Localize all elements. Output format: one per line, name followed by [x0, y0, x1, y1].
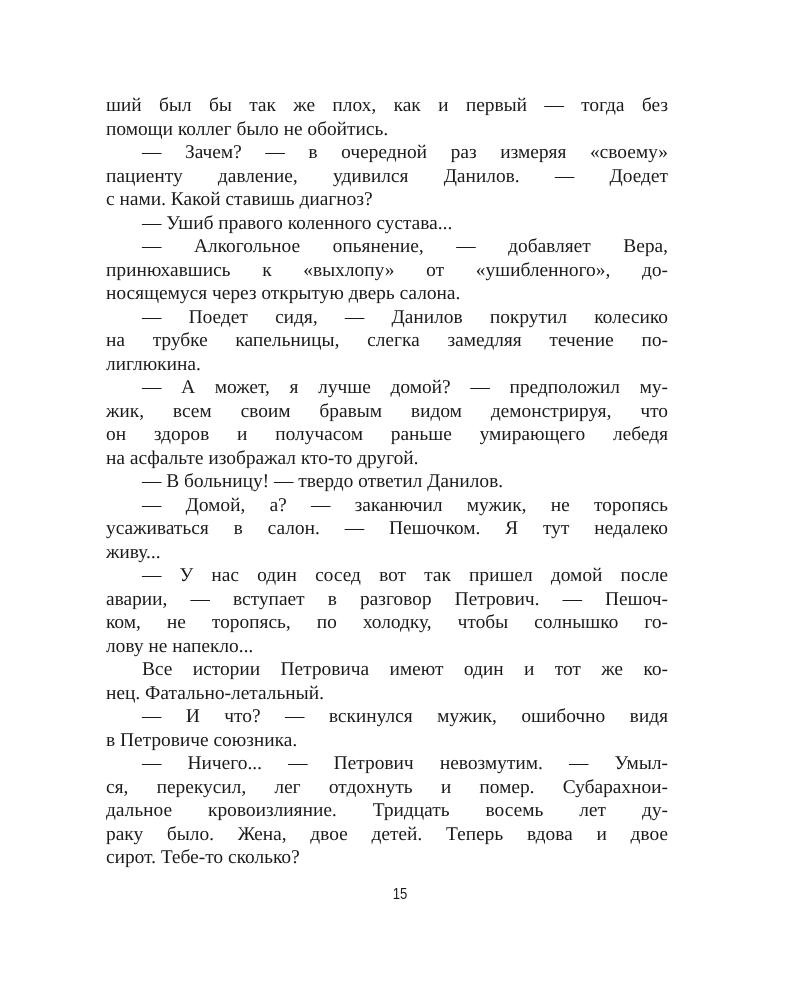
text-line: ся, перекусил, лег отдохнуть и помер. Субарахнои-: [106, 776, 668, 798]
text-line: он здоров и получасом раньше умирающего лебедя: [106, 424, 668, 445]
text-line: — Алкогольное опьянение, — добавляет Вера,: [142, 236, 668, 257]
text-line: — Домой, а? — заканючил мужик, не торопясь: [142, 494, 668, 516]
text-line: раку было. Жена, двое детей. Теперь вдова и двое: [106, 823, 668, 845]
text-line: ший был бы так же плох, как и первый — тогда без: [106, 95, 668, 116]
text-line: носящемуся через открытую дверь салона.: [106, 283, 461, 304]
text-line: с нами. Какой ставишь диагноз?: [106, 189, 373, 210]
text-line: нец. Фатально-летальный.: [106, 682, 324, 704]
text-line: ком, не торопясь, по холодку, чтобы солнышко го-: [106, 612, 668, 633]
text-line: усаживаться в салон. — Пешочком. Я тут недалеко: [106, 518, 668, 539]
page-number: 15: [392, 886, 408, 903]
text-line: на асфальте изображал кто-то другой.: [106, 447, 419, 469]
text-line: аварии, — вступает в разговор Петрович. — Пешоч-: [106, 588, 668, 610]
text-line: — И что? — вскинулся мужик, ошибочно видя: [142, 706, 668, 727]
text-line: в Петровиче союзника.: [106, 729, 298, 751]
text-line: лову не напекло...: [106, 635, 254, 657]
text-line: на трубке капельницы, слегка замедляя течение по-: [106, 330, 668, 351]
text-line: — У нас один сосед вот так пришел домой после: [142, 565, 668, 586]
text-line: — А может, я лучше домой? — предположил му-: [142, 377, 668, 398]
text-line: Все истории Петровича имеют один и тот же ко-: [142, 659, 668, 680]
text-line: лиглюкина.: [106, 353, 201, 375]
text-line: — Поедет сидя, — Данилов покрутил колесико: [142, 306, 668, 328]
text-line: сирот. Тебе-то сколько?: [106, 847, 300, 868]
text-line: живу...: [106, 541, 161, 563]
text-line: дальное кровоизлияние. Тридцать восемь лет ду-: [106, 800, 668, 821]
text-line: жик, всем своим бравым видом демонстрируя, что: [106, 400, 668, 422]
body-text: [106, 94, 668, 870]
text-line: — Ушиб правого коленного сустава...: [142, 212, 453, 234]
text-line: — Ничего... — Петрович невозмутим. — Умыл-: [142, 753, 668, 774]
text-line: принюхавшись к «выхлопу» от «ушибленного», до-: [106, 259, 668, 281]
text-line: — Зачем? — в очередной раз измеряя «своему»: [142, 142, 668, 163]
text-line: помощи коллег было не обойтись.: [106, 118, 389, 140]
text-line: пациенту давление, удивился Данилов. — Доедет: [106, 165, 668, 187]
text-line: — В больницу! — твердо ответил Данилов.: [142, 471, 504, 492]
